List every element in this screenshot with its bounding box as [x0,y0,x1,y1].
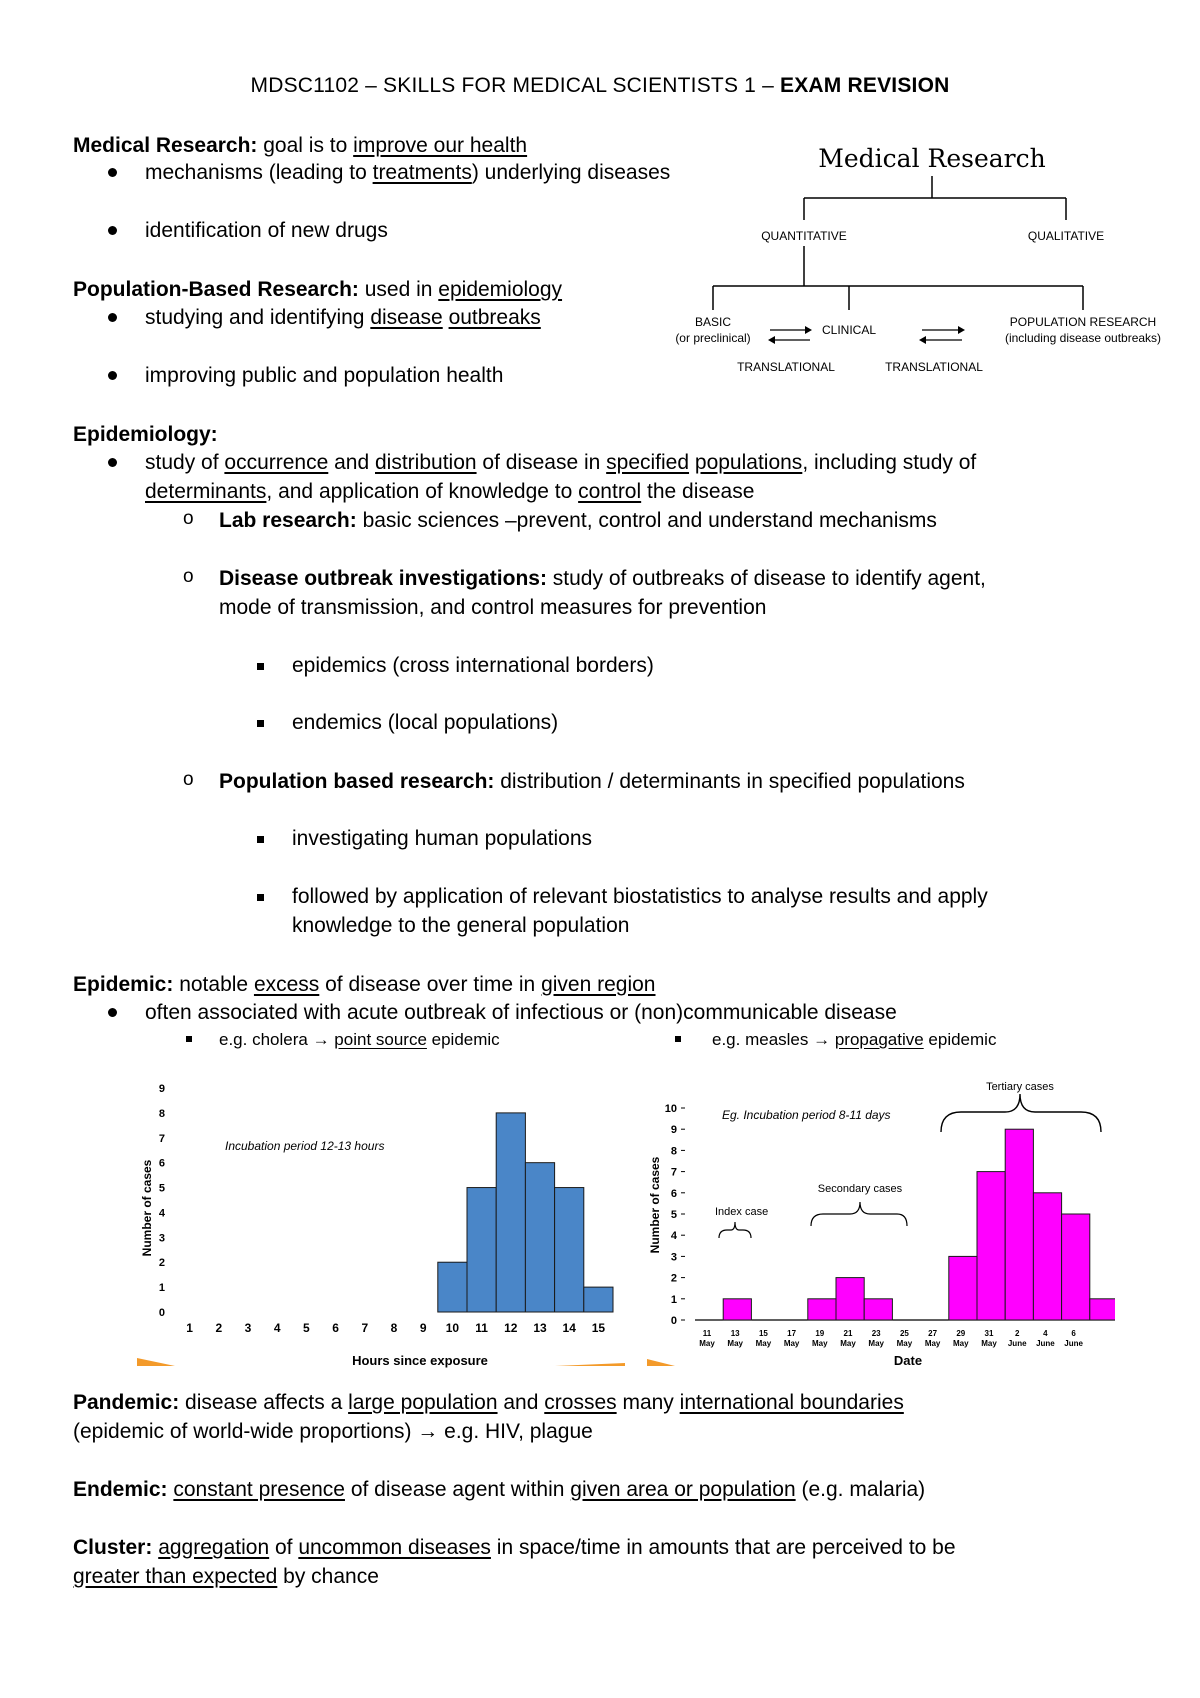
diagram-basic: BASIC [694,315,732,329]
chart2-xtick-month: June [1036,1339,1055,1348]
chart2-xtick-month: May [699,1339,715,1348]
chart1-xtick: 1 [186,1321,193,1335]
diagram-translational-2: TRANSLATIONAL [885,360,983,374]
chart2-xtick-day: 11 [702,1329,712,1338]
medical-research-bullet-2: identification of new drugs [145,219,388,242]
chart2-xtick-month: May [840,1339,856,1348]
chart2-xtick-month: May [783,1339,800,1348]
epidemiology-heading: Epidemiology: [73,423,218,446]
chart2-decoration [647,1359,675,1366]
pandemic-line-2: (epidemic of world-wide proportions) → e.g. HIV, plague [73,1420,593,1443]
square-bullet [257,663,264,670]
epidemic-heading: Epidemic: notable excess of disease over time in given region [73,973,656,996]
epidemics-item: epidemics (cross international borders) [292,654,654,677]
cluster-line-2: greater than expected by chance [73,1565,379,1588]
chart2-xtick-day: 27 [928,1329,938,1338]
chart2-ytick: 7 [670,1166,677,1179]
population-based-research: Population based research: distribution / determinants in specified populations [219,770,965,793]
chart1-decoration-right [555,1363,625,1366]
chart1-ytick: 0 [158,1307,165,1319]
chart2-ytick: 10 [664,1103,677,1115]
chart1-xtick: 2 [215,1321,223,1335]
chart2-ytick: 6 [670,1187,677,1200]
chart1-xtick: 8 [390,1321,398,1335]
diagram-basic-sub: (or preclinical) [675,331,751,345]
medical-research-bullet-1: mechanisms (leading to treatments) underlying diseases [145,161,671,184]
diagram-quantitative: QUANTITATIVE [761,229,847,243]
circle-bullet: o [183,508,194,529]
circle-bullet: o [183,566,194,587]
chart2-xlabel: Date [893,1353,923,1368]
epidemiology-definition-2: determinants, and application of knowledge to control the disease [145,480,755,503]
chart2-ytick: 0 [670,1315,677,1327]
population-research-bullet-2: improving public and population health [145,364,504,387]
investigating-item: investigating human populations [292,827,593,850]
outbreak-investigations: Disease outbreak investigations: study of outbreaks of disease to identify agent, [219,567,986,590]
chart1-xtick: 10 [445,1321,460,1335]
population-research-bullet-1: studying and identifying disease outbreaks [145,306,541,329]
chart2-xtick-month: May [896,1339,913,1348]
chart2-xtick-day: 31 [984,1329,994,1338]
chart1-xtick: 5 [303,1321,310,1335]
square-bullet [257,720,264,727]
chart1-bar [438,1262,467,1312]
chart1-xtick: 4 [273,1321,281,1335]
cholera-example: e.g. cholera → point source epidemic [219,1030,500,1049]
chart2-ytick: 5 [670,1209,677,1221]
chart2-bar [1033,1193,1061,1320]
chart1-ytick: 6 [158,1157,165,1170]
outbreak-investigations-2: mode of transmission, and control measures for prevention [219,596,767,619]
chart2-xtick-day: 21 [843,1329,853,1338]
chart1-ytick: 5 [158,1182,165,1195]
chart1-ytick: 2 [158,1257,165,1270]
chart2-bar [808,1299,836,1320]
chart1-ytick: 8 [158,1107,165,1120]
page-title: MDSC1102 – SKILLS FOR MEDICAL SCIENTISTS 1 – EXAM REVISION [250,74,950,97]
chart2-bar [977,1172,1005,1320]
medical-research-diagram [660,140,1180,380]
chart2-bar [1062,1214,1090,1320]
chart2-xtick-day: 19 [815,1329,825,1338]
biostatistics-item-2: knowledge to the general population [292,914,630,937]
chart1-bar [525,1163,554,1312]
chart1-xtick: 13 [533,1321,547,1335]
lab-research: Lab research: basic sciences –prevent, control and understand mechanisms [219,509,937,532]
bullet-icon [108,226,117,235]
chart1-annotation: Incubation period 12-13 hours [225,1139,385,1153]
chart2-annotation-secondary: Secondary cases [817,1183,903,1195]
chart2-xtick-month: May [924,1339,941,1348]
chart2-xtick-day: 23 [871,1329,881,1338]
bullet-icon [108,1008,117,1017]
chart2-bar [723,1299,751,1320]
chart2-annotation-tertiary: Tertiary cases [986,1081,1054,1093]
chart2-annotation-index: Index case [715,1206,769,1218]
diagram-clinical: CLINICAL [821,323,877,337]
chart2-xtick-day: 2 [1014,1329,1020,1338]
chart2-xtick-month: May [953,1339,969,1348]
chart1-xtick: 7 [361,1321,369,1335]
chart2-xtick-day: 4 [1043,1329,1048,1338]
bullet-icon [108,313,117,322]
chart2-ytick: 3 [670,1251,677,1264]
chart2-bar [1005,1129,1033,1320]
chart1-xtick: 14 [562,1321,576,1335]
chart1-bar [555,1188,584,1312]
chart2-xtick-day: 6 [1071,1329,1076,1338]
bullet-icon [108,458,117,467]
chart2-bar [949,1256,977,1320]
chart2-xtick-day: 17 [787,1329,797,1338]
square-bullet [257,836,264,843]
chart1-xtick: 9 [419,1321,427,1335]
secondary-bracket [811,1202,907,1226]
chart2-annotation-incubation: Eg. Incubation period 8-11 days [722,1108,891,1122]
tertiary-bracket [941,1094,1101,1132]
measles-example: e.g. measles → propagative epidemic [712,1030,997,1049]
chart1-xtick: 3 [244,1321,252,1335]
chart1-xtick: 15 [591,1321,606,1335]
epidemiology-definition: study of occurrence and distribution of disease in specified populations, including study of [145,451,977,474]
chart1-xtick: 12 [504,1321,518,1335]
population-research-heading: Population-Based Research: used in epidemiology [73,278,563,301]
chart2-ytick: 2 [670,1272,677,1285]
medical-research-heading: Medical Research: goal is to improve our health [73,134,528,157]
chart1-decoration [137,1358,175,1366]
chart2-xtick-day: 25 [899,1329,909,1338]
propagative-epidemic-chart [645,1070,1115,1370]
chart1-ytick: 4 [158,1207,165,1220]
chart2-xtick-day: 13 [730,1329,740,1338]
chart2-xtick-day: 15 [758,1329,768,1338]
chart2-bar [836,1278,864,1320]
chart2-xtick-month: June [1007,1339,1027,1348]
chart2-xtick-month: May [727,1339,743,1348]
chart1-ylabel: Number of cases [140,1159,154,1257]
chart1-ytick: 9 [158,1083,165,1095]
chart2-ytick: 1 [670,1293,677,1306]
diagram-qualitative: QUALITATIVE [1027,229,1105,243]
chart1-ytick: 3 [158,1232,165,1245]
chart1-bar [467,1188,496,1312]
chart2-xtick-month: May [868,1339,884,1348]
chart2-ytick: 8 [670,1145,677,1158]
epidemic-bullet: often associated with acute outbreak of infectious or (non)communicable disease [145,1001,897,1024]
chart2-xtick-month: June [1064,1339,1083,1348]
circle-bullet: o [183,769,194,790]
square-bullet [186,1036,192,1042]
chart2-bar [864,1299,892,1320]
chart2-ytick: 9 [670,1124,677,1137]
chart1-xlabel: Hours since exposure [352,1353,488,1368]
biostatistics-item: followed by application of relevant biostatistics to analyse results and apply [292,885,988,908]
point-source-epidemic-chart [135,1070,635,1370]
chart1-bar [584,1287,613,1312]
diagram-title: Medical Research [818,144,1046,173]
bullet-icon [108,371,117,380]
endemics-item: endemics (local populations) [292,711,559,734]
square-bullet [675,1036,681,1042]
chart1-bar [496,1113,525,1312]
chart2-xtick-day: 29 [956,1329,966,1338]
diagram-population-sub: (including disease outbreaks) [1004,331,1162,345]
chart2-xtick-month: May [812,1339,828,1348]
chart2-bar [1090,1299,1115,1320]
square-bullet [257,894,264,901]
chart2-ytick: 4 [670,1230,677,1243]
endemic-heading: Endemic: constant presence of disease agent within given area or population (e.g. malaria) [73,1478,926,1501]
chart2-ylabel: Number of cases [648,1156,662,1254]
chart2-xtick-month: May [981,1339,997,1348]
index-bracket [719,1222,751,1238]
pandemic-heading: Pandemic: disease affects a large population and crosses many international boundaries [73,1391,904,1414]
chart1-xtick: 11 [475,1321,488,1335]
diagram-population: POPULATION RESEARCH [1009,315,1157,329]
chart1-ytick: 1 [158,1282,165,1295]
chart1-xtick: 6 [332,1321,339,1335]
bullet-icon [108,168,117,177]
cluster-heading: Cluster: aggregation of uncommon diseases in space/time in amounts that are perceived to be [73,1536,956,1559]
diagram-translational-1: TRANSLATIONAL [737,360,835,374]
chart2-xtick-month: May [755,1339,772,1348]
chart1-ytick: 7 [158,1132,165,1145]
